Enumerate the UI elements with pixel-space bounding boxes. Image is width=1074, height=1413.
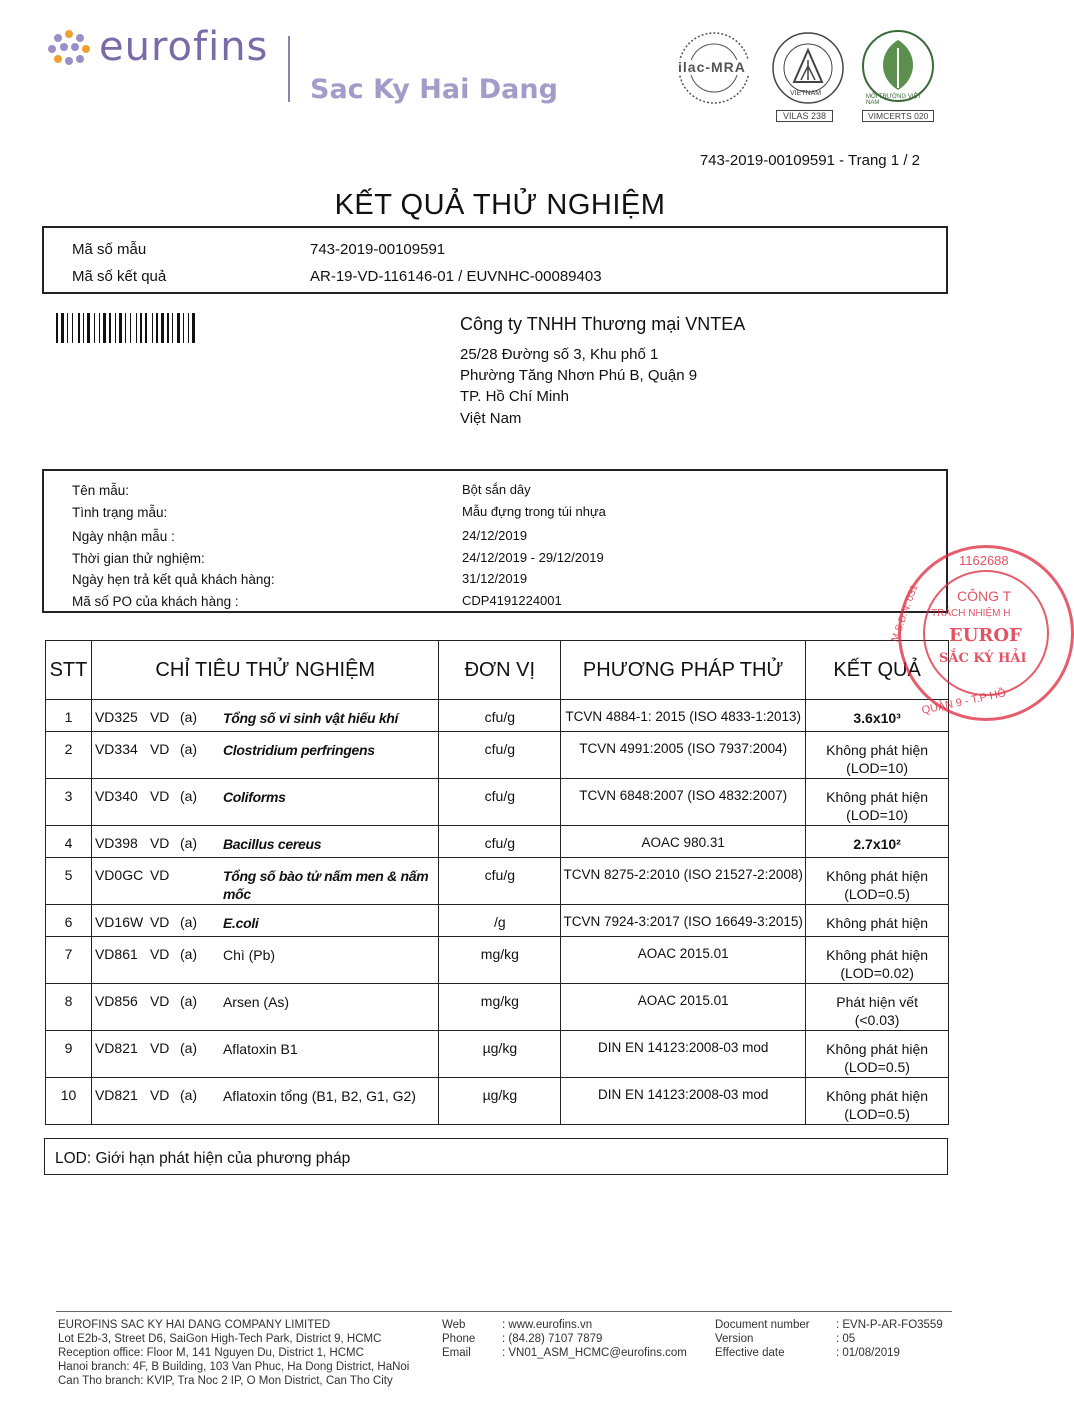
cell-test-item: [91, 779, 439, 826]
eurofins-dots-icon: [44, 26, 94, 76]
method-text: TCVN 4884-1: 2015 (ISO 4833-1:2013): [565, 709, 802, 724]
barcode-bar: [96, 313, 98, 343]
sample-no-label: Mã số mẫu: [72, 241, 147, 258]
cell-method: [561, 732, 806, 779]
test-accredited-flag: (a): [179, 1087, 198, 1103]
table-row: [46, 700, 949, 732]
footer-effective-value: : 01/08/2019: [836, 1347, 900, 1359]
sample-no-value: 743-2019-00109591: [310, 241, 446, 258]
cell-unit: [439, 984, 561, 1031]
footer-doc-labels: [715, 1318, 810, 1360]
cell-result: [806, 826, 949, 858]
cell-method: [561, 905, 806, 937]
barcode-bar: [172, 313, 173, 343]
barcode-bar: [183, 313, 184, 343]
customer-name: Công ty TNHH Thương mại VNTEA: [460, 314, 746, 334]
footer-web-label: Web: [442, 1319, 466, 1331]
cell-stt: [46, 732, 92, 779]
unit-text: cfu/g: [484, 741, 516, 757]
result-text-2: (LOD=0.5): [844, 1106, 910, 1122]
boa-logo: [770, 30, 846, 124]
sample-info-label: Ngày nhận mẫu :: [72, 528, 175, 544]
cell-method: [561, 858, 806, 905]
cell-result: [806, 905, 949, 937]
cell-test-item: [91, 984, 439, 1031]
test-vd: VD: [149, 709, 170, 725]
barcode-bar: [156, 313, 158, 343]
unit-text: cfu/g: [484, 835, 516, 851]
footer-version-label: Version: [715, 1333, 754, 1345]
test-vd: VD: [149, 1087, 170, 1103]
method-text: TCVN 8275-2:2010 (ISO 21527-2:2008): [563, 867, 803, 882]
unit-text: cfu/g: [484, 867, 516, 883]
stt-text: 4: [64, 835, 73, 851]
test-accredited-flag: (a): [179, 741, 198, 757]
cell-test-item: [91, 826, 439, 858]
sample-info-label: Thời gian thử nghiệm:: [72, 550, 205, 566]
cell-result: [806, 858, 949, 905]
sample-info-value: 24/12/2019 - 29/12/2019: [462, 549, 604, 565]
cell-result: [806, 1031, 949, 1078]
test-name-line: Bacillus cereus: [222, 836, 322, 852]
stamp-line-1: 1162688: [959, 553, 1009, 568]
barcode-bar: [83, 313, 84, 343]
document-title: KẾT QUẢ THỬ NGHIỆM: [334, 189, 666, 221]
result-text: 3.6x10³: [853, 710, 901, 726]
header-divider: [288, 36, 290, 102]
cell-stt: [46, 1031, 92, 1078]
sample-info-row: [72, 482, 946, 504]
method-text: AOAC 2015.01: [637, 946, 729, 961]
cell-method: [561, 700, 806, 732]
barcode-bar: [130, 313, 131, 343]
unit-text: cfu/g: [484, 788, 516, 804]
result-text-2: (LOD=10): [846, 760, 909, 776]
customer-address-1: 25/28 Đường số 3, Khu phố 1: [460, 346, 659, 363]
results-table: [45, 640, 949, 1125]
test-name-line-2: mốc: [222, 886, 251, 902]
test-vd: VD: [149, 993, 170, 1009]
sample-info-value: Bột sắn dây: [462, 482, 531, 497]
unit-text: mg/kg: [480, 946, 519, 962]
cell-stt: [46, 779, 92, 826]
eurofins-logo: [44, 26, 274, 76]
test-code: VD856: [94, 993, 138, 1009]
vilas-badge: VILAS 238: [776, 110, 833, 122]
barcode-bar: [115, 313, 116, 343]
barcode-bar: [174, 313, 176, 343]
id-box: [42, 226, 948, 294]
cell-stt: [46, 984, 92, 1031]
test-accredited-flag: (a): [179, 914, 198, 930]
barcode-bar: [140, 313, 142, 343]
footer-version-value: : 05: [836, 1333, 856, 1345]
unit-text: µg/kg: [482, 1087, 518, 1103]
cell-unit: [439, 779, 561, 826]
cell-test-item: [91, 700, 439, 732]
result-text: Không phát hiện: [826, 789, 929, 805]
sample-info-value: CDP4191224001: [462, 592, 562, 608]
result-text-2: (LOD=10): [846, 807, 909, 823]
footer-line: Lot E2b-3, Street D6, SaiGon High-Tech Park, District 9, HCMC: [58, 1333, 382, 1345]
footer-docnum-value: : EVN-P-AR-FO3559: [836, 1319, 943, 1331]
test-name: [223, 1087, 439, 1105]
barcode-bar: [61, 313, 64, 343]
test-code: VD861: [94, 946, 138, 962]
result-text-2: (LOD=0.02): [840, 965, 914, 981]
test-name-line: E.coli: [222, 915, 259, 931]
barcode-bar: [127, 313, 129, 343]
barcode-bar: [167, 313, 169, 343]
barcode-bar: [148, 313, 151, 343]
test-name: [223, 788, 439, 806]
leaf-seal-icon: [860, 28, 936, 104]
stt-text: 6: [64, 914, 73, 930]
barcode-bar: [67, 313, 68, 343]
header-unit: ĐƠN VỊ: [439, 641, 561, 700]
barcode-bar: [109, 313, 111, 343]
cell-result: [806, 779, 949, 826]
test-code: VD325: [94, 709, 138, 725]
barcode-bar: [103, 313, 106, 343]
barcode-bar: [94, 313, 95, 343]
method-text: TCVN 7924-3:2017 (ISO 16649-3:2015): [563, 914, 803, 929]
barcode-bar: [192, 313, 195, 343]
barcode-bar: [101, 313, 102, 343]
cell-result: [806, 1078, 949, 1125]
cell-test-item: [91, 858, 439, 905]
method-text: DIN EN 14123:2008-03 mod: [598, 1040, 769, 1055]
cell-method: [561, 826, 806, 858]
test-vd: VD: [149, 741, 170, 757]
result-text-2: (<0.03): [854, 1012, 900, 1028]
result-text: Không phát hiện: [826, 915, 929, 931]
barcode-bar: [177, 313, 180, 343]
stt-text: 9: [64, 1040, 73, 1056]
barcode-bar: [85, 313, 86, 343]
result-text: Không phát hiện: [826, 947, 929, 963]
barcode-bar: [69, 313, 71, 343]
cell-result: [806, 732, 949, 779]
footer-line: Reception office: Floor M, 141 Nguyen Du, District 1, HCMC: [58, 1347, 364, 1359]
sample-info-value: 24/12/2019: [462, 527, 528, 543]
sample-info-row: [72, 593, 946, 615]
test-code: VD16W: [94, 914, 144, 930]
barcode-bar: [185, 313, 187, 343]
cell-unit: [439, 826, 561, 858]
test-code: VD340: [94, 788, 138, 804]
stt-text: 5: [64, 867, 73, 883]
cell-stt: [46, 1078, 92, 1125]
test-name-line: Tổng số vi sinh vật hiếu khí: [222, 710, 399, 726]
test-accredited-flag: (a): [179, 835, 198, 851]
test-name-line: Aflatoxin tổng (B1, B2, G1, G2): [222, 1088, 416, 1104]
footer-rule: [56, 1311, 952, 1312]
test-name-line: Chì (Pb): [222, 947, 276, 963]
test-code: VD0GC: [94, 867, 144, 883]
sample-info-value: 31/12/2019: [462, 570, 528, 586]
customer-address-2: Phường Tăng Nhơn Phú B, Quận 9: [460, 367, 698, 384]
stt-text: 7: [64, 946, 73, 962]
stamp-ring-bottom: QUẬN 9 - T.P HỒ: [920, 687, 1008, 717]
table-row: [46, 1078, 949, 1125]
barcode-bar: [170, 313, 171, 343]
unit-text: µg/kg: [482, 1040, 518, 1056]
table-row: [46, 732, 949, 779]
barcode-bar: [196, 313, 198, 343]
barcode-bar: [154, 313, 155, 343]
stamp-line-5: SẮC KÝ HẢI: [939, 651, 1027, 666]
unit-text: cfu/g: [484, 709, 516, 725]
cell-test-item: [91, 1078, 439, 1125]
footer-line: Can Tho branch: KVIP, Tra Noc 2 IP, O Mon District, Can Tho City: [58, 1375, 393, 1387]
barcode-bar: [117, 313, 118, 343]
barcode-bar: [152, 313, 153, 343]
sample-info-label: Tên mẫu:: [72, 483, 130, 498]
barcode-bar: [119, 313, 122, 343]
barcode-bar: [72, 313, 73, 343]
result-text-2: (LOD=0.5): [844, 886, 910, 902]
sample-info-box: [42, 469, 948, 613]
stamp-line-4: EUROF: [949, 625, 1022, 646]
table-row: [46, 858, 949, 905]
result-text: Không phát hiện: [826, 868, 929, 884]
test-name: [223, 867, 439, 903]
test-name: [223, 946, 439, 964]
barcode-bar: [91, 313, 93, 343]
result-text: Không phát hiện: [826, 1041, 929, 1057]
barcode-bar: [107, 313, 108, 343]
cell-unit: [439, 858, 561, 905]
stamp-ring-left: M.S.D.N: 031: [889, 583, 921, 644]
barcode-bar: [99, 313, 100, 343]
footer-docnum-label: Document number: [715, 1319, 810, 1331]
cell-unit: [439, 905, 561, 937]
table-body: [46, 700, 949, 1125]
cell-unit: [439, 732, 561, 779]
barcode-bar: [81, 313, 82, 343]
sample-info-list: [72, 482, 946, 615]
footer-doc-values: [836, 1318, 943, 1360]
barcode-bar: [145, 313, 147, 343]
stt-text: 8: [64, 993, 73, 1009]
sample-info-row: [72, 550, 946, 571]
stt-text: 3: [64, 788, 73, 804]
barcode-bar: [125, 313, 126, 343]
result-text-2: (LOD=0.5): [844, 1059, 910, 1075]
barcode-bar: [188, 313, 189, 343]
method-text: DIN EN 14123:2008-03 mod: [598, 1087, 769, 1102]
method-text: AOAC 980.31: [641, 835, 725, 850]
cell-stt: [46, 905, 92, 937]
cell-result: [806, 937, 949, 984]
cell-unit: [439, 937, 561, 984]
cell-stt: [46, 858, 92, 905]
barcode-bar: [159, 313, 160, 343]
company-stamp: [889, 545, 1074, 721]
cell-unit: [439, 1031, 561, 1078]
footer-company: EUROFINS SAC KY HAI DANG COMPANY LIMITED: [58, 1319, 331, 1331]
test-accredited-flag: (a): [179, 788, 198, 804]
cell-unit: [439, 700, 561, 732]
ilac-text: ilac-MRA: [678, 59, 746, 75]
stamp-line-3: TRÁCH NHIỆM H: [931, 608, 1011, 619]
ilac-mra-logo: [676, 30, 752, 106]
test-name: [223, 914, 439, 932]
customer-address-3: TP. Hồ Chí Minh: [460, 388, 569, 405]
cell-test-item: [91, 937, 439, 984]
vimcerts-logo: [860, 28, 936, 124]
vimcerts-badge: VIMCERTS 020: [862, 110, 934, 122]
footer-contact-labels: [442, 1318, 475, 1360]
barcode-bar: [65, 313, 66, 343]
test-code: VD334: [94, 741, 138, 757]
test-name: [223, 1040, 439, 1058]
test-name-line: Tổng số bào tử nấm men & nấm: [222, 868, 429, 884]
footer-company-block: [58, 1318, 409, 1388]
barcode-bar: [132, 313, 135, 343]
cell-result: [806, 984, 949, 1031]
test-name: [223, 835, 439, 853]
sample-info-label: Mã số PO của khách hàng :: [72, 593, 239, 609]
barcode-bar: [74, 313, 77, 343]
barcode-bar: [112, 313, 114, 343]
test-name: [223, 993, 439, 1011]
result-text: 2.7x10²: [853, 836, 901, 852]
barcode-bar: [181, 313, 182, 343]
test-vd: VD: [149, 788, 170, 804]
cell-unit: [439, 1078, 561, 1125]
barcode-bar: [143, 313, 144, 343]
cell-method: [561, 1078, 806, 1125]
test-accredited-flag: (a): [179, 993, 198, 1009]
header-method: PHƯƠNG PHÁP THỬ: [561, 641, 806, 700]
method-text: TCVN 6848:2007 (ISO 4832:2007): [579, 788, 788, 803]
test-vd: VD: [149, 1040, 170, 1056]
test-name-line: Clostridium perfringens: [222, 742, 375, 758]
result-text: Không phát hiện: [826, 742, 929, 758]
test-name: [223, 741, 439, 759]
header-test-item: CHỈ TIÊU THỬ NGHIỆM: [91, 641, 439, 700]
table-row: [46, 779, 949, 826]
cell-stt: [46, 937, 92, 984]
footer-email-link[interactable]: : VN01_ASM_HCMC@eurofins.com: [502, 1347, 687, 1359]
table-row: [46, 905, 949, 937]
test-code: VD821: [94, 1040, 138, 1056]
sample-info-label: Tình trạng mẫu:: [72, 504, 168, 520]
cell-test-item: [91, 905, 439, 937]
header-result: KẾT QUẢ: [806, 641, 949, 700]
footer-phone-value: : (84.28) 7107 7879: [502, 1333, 603, 1345]
result-text: Không phát hiện: [826, 1088, 929, 1104]
footer-email-label: Email: [442, 1347, 471, 1359]
test-name-line: Arsen (As): [222, 994, 290, 1010]
table-row: [46, 937, 949, 984]
test-code: VD398: [94, 835, 138, 851]
test-accredited-flag: (a): [179, 709, 198, 725]
table-row: [46, 1031, 949, 1078]
barcode-bar: [87, 313, 90, 343]
stt-text: 2: [64, 741, 73, 757]
sample-info-value: Mẫu đựng trong túi nhựa: [462, 503, 606, 519]
sample-info-row: [72, 571, 946, 593]
method-text: TCVN 4991:2005 (ISO 7937:2004): [579, 741, 788, 756]
table-row: [46, 984, 949, 1031]
sample-info-row: [72, 504, 946, 528]
cell-method: [561, 779, 806, 826]
stamp-line-2: CÔNG T: [957, 588, 1012, 604]
stt-text: 1: [64, 709, 73, 725]
cell-method: [561, 1031, 806, 1078]
header-stt: STT: [46, 641, 92, 700]
barcode-bar: [123, 313, 124, 343]
boa-country: VIETNAM: [790, 90, 822, 97]
test-accredited-flag: (a): [179, 946, 198, 962]
brand-name: eurofins: [99, 24, 269, 70]
barcode-bar: [59, 313, 60, 343]
method-text: AOAC 2015.01: [637, 993, 729, 1008]
footer-phone-label: Phone: [442, 1333, 476, 1345]
barcode-bar: [165, 313, 166, 343]
lod-note: LOD: Giới hạn phát hiện của phương pháp: [55, 1150, 351, 1167]
test-name-line: Aflatoxin B1: [222, 1041, 298, 1057]
lab-name: Sac Ky Hai Dang: [310, 74, 558, 105]
moitruong-text: MÔI TRƯỜNG VIỆT NAM: [866, 94, 922, 106]
stt-text: 10: [60, 1087, 77, 1103]
page-reference: 743-2019-00109591 - Trang 1 / 2: [699, 152, 920, 169]
barcode: [56, 313, 276, 343]
result-text: Phát hiện vết: [836, 994, 918, 1010]
barcode-bar: [56, 313, 58, 343]
cell-stt: [46, 826, 92, 858]
barcode-bar: [78, 313, 80, 343]
result-no-label: Mã số kết quả: [72, 268, 167, 285]
test-vd: VD: [149, 867, 170, 883]
result-no-value: AR-19-VD-116146-01 / EUVNHC-00089403: [310, 268, 602, 285]
footer-contact-values: [502, 1318, 687, 1360]
test-vd: VD: [149, 914, 170, 930]
cell-test-item: [91, 1031, 439, 1078]
barcode-bar: [136, 313, 137, 343]
lod-note-box: [44, 1138, 948, 1175]
unit-text: mg/kg: [480, 993, 519, 1009]
cell-method: [561, 937, 806, 984]
test-name-line: Coliforms: [222, 789, 286, 805]
table-row: [46, 826, 949, 858]
barcode-bar: [190, 313, 191, 343]
footer-line: Hanoi branch: 4F, B Building, 103 Van Phuc, Ha Dong District, HaNoi: [58, 1361, 410, 1373]
sample-info-label: Ngày hẹn trả kết quả khách hàng:: [72, 571, 275, 587]
cell-stt: [46, 700, 92, 732]
customer-address-4: Việt Nam: [460, 410, 522, 427]
cell-test-item: [91, 732, 439, 779]
barcode-bar: [138, 313, 139, 343]
test-name: [223, 709, 439, 727]
footer-effective-label: Effective date: [715, 1347, 785, 1359]
sample-info-row: [72, 528, 946, 550]
test-vd: VD: [149, 946, 170, 962]
test-code: VD821: [94, 1087, 138, 1103]
test-accredited-flag: (a): [179, 1040, 198, 1056]
unit-text: /g: [494, 914, 506, 930]
cell-method: [561, 984, 806, 1031]
barcode-bar: [161, 313, 164, 343]
test-vd: VD: [149, 835, 170, 851]
footer-web-link[interactable]: : www.eurofins.vn: [502, 1319, 593, 1331]
table-header-row: [46, 641, 949, 700]
